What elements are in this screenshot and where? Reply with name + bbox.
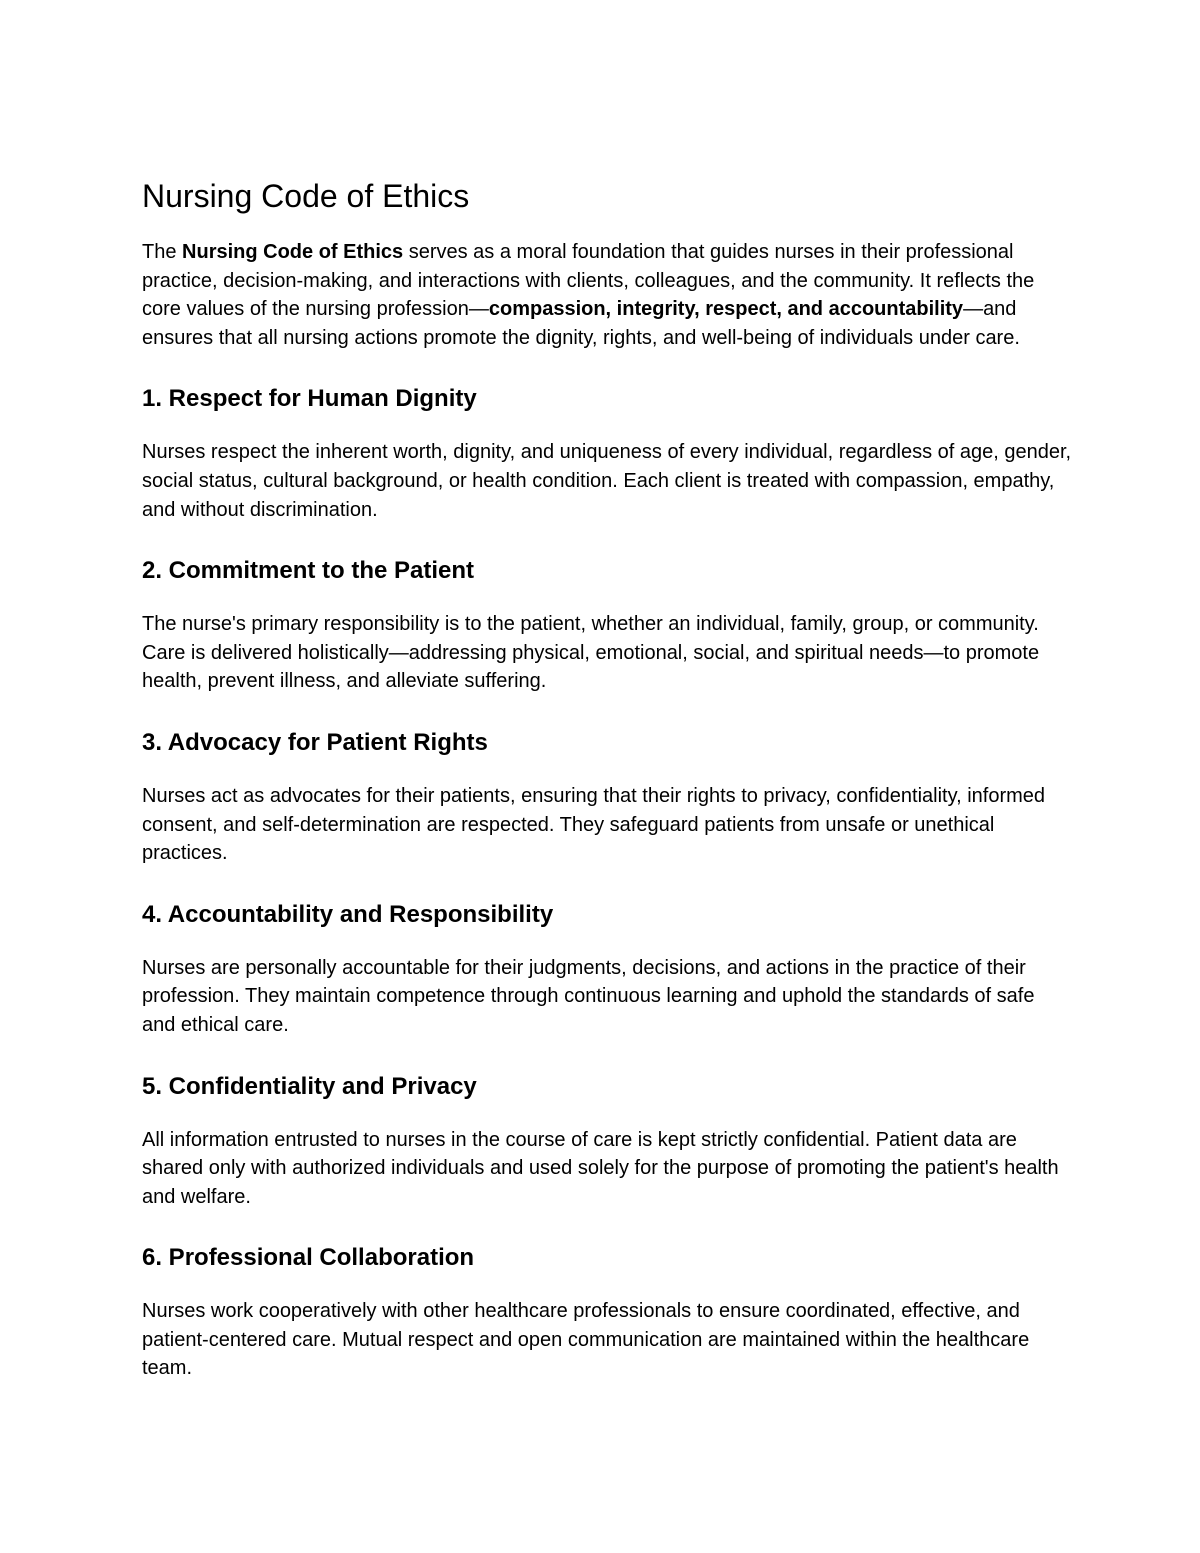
intro-text-3: —and ensures that all nursing actions promote the dignity, rights, and well-being of individuals under care. — [142, 298, 1020, 349]
section-body: Nurses act as advocates for their patients, ensuring that their rights to privacy, confidentiality, informed consent, and self-determination are respected. They safeguard patients from unsafe or unethical practices. — [142, 784, 1046, 865]
section-body: Nurses respect the inherent worth, dignity, and uniqueness of every individual, regardless of age, gender, social status, cultural background, or health condition. Each client is treated with compassion, empathy, and without discrimination. — [142, 441, 1072, 521]
intro-bold-code-of-ethics: Nursing Code of Ethics — [182, 241, 404, 263]
section-heading: 3. Advocacy for Patient Rights — [142, 728, 488, 756]
intro-text-2: serves as a moral foundation that guides nurses in their professional practice, decision-making, and interactions with clients, colleagues, and the community. It reflects the core values of the nursing profession— — [142, 241, 1035, 321]
section-advocacy-rights — [142, 728, 1072, 868]
intro-text-1: The — [142, 241, 183, 263]
document-title: Nursing Code of Ethics — [142, 178, 470, 214]
intro-paragraph — [142, 238, 1072, 352]
section-respect-dignity — [142, 384, 1072, 524]
section-body: Nurses work cooperatively with other healthcare professionals to ensure coordinated, effective, and patient-centered care. Mutual respect and open communication are maintained within the healthcare team. — [142, 1300, 1030, 1380]
section-heading: 4. Accountability and Responsibility — [142, 900, 554, 928]
section-heading: 5. Confidentiality and Privacy — [142, 1072, 477, 1100]
section-collaboration — [142, 1243, 1072, 1383]
section-heading: 2. Commitment to the Patient — [142, 557, 475, 585]
section-heading: 1. Respect for Human Dignity — [142, 385, 477, 413]
section-confidentiality — [142, 1072, 1072, 1212]
section-commitment-patient — [142, 556, 1072, 696]
section-heading: 6. Professional Collaboration — [142, 1244, 475, 1272]
section-accountability — [142, 900, 1072, 1040]
section-body: The nurse's primary responsibility is to the patient, whether an individual, family, group, or community. Care is delivered holistically—addressing physical, emotional, social, and spiritual needs—to promote health, prevent illness, and alleviate suffering. — [142, 613, 1040, 693]
intro-bold-core-values: compassion, integrity, respect, and accountability — [488, 298, 964, 321]
section-body: Nurses are personally accountable for their judgments, decisions, and actions in the practice of their profession. They maintain competence through continuous learning and uphold the standards of safe and ethical care. — [142, 956, 1035, 1036]
section-body: All information entrusted to nurses in the course of care is kept strictly confidential. Patient data are shared only with authorized individuals and used solely for the purpose of promoting the patient's health and welfare. — [142, 1128, 1059, 1208]
document-page — [142, 176, 1072, 1415]
